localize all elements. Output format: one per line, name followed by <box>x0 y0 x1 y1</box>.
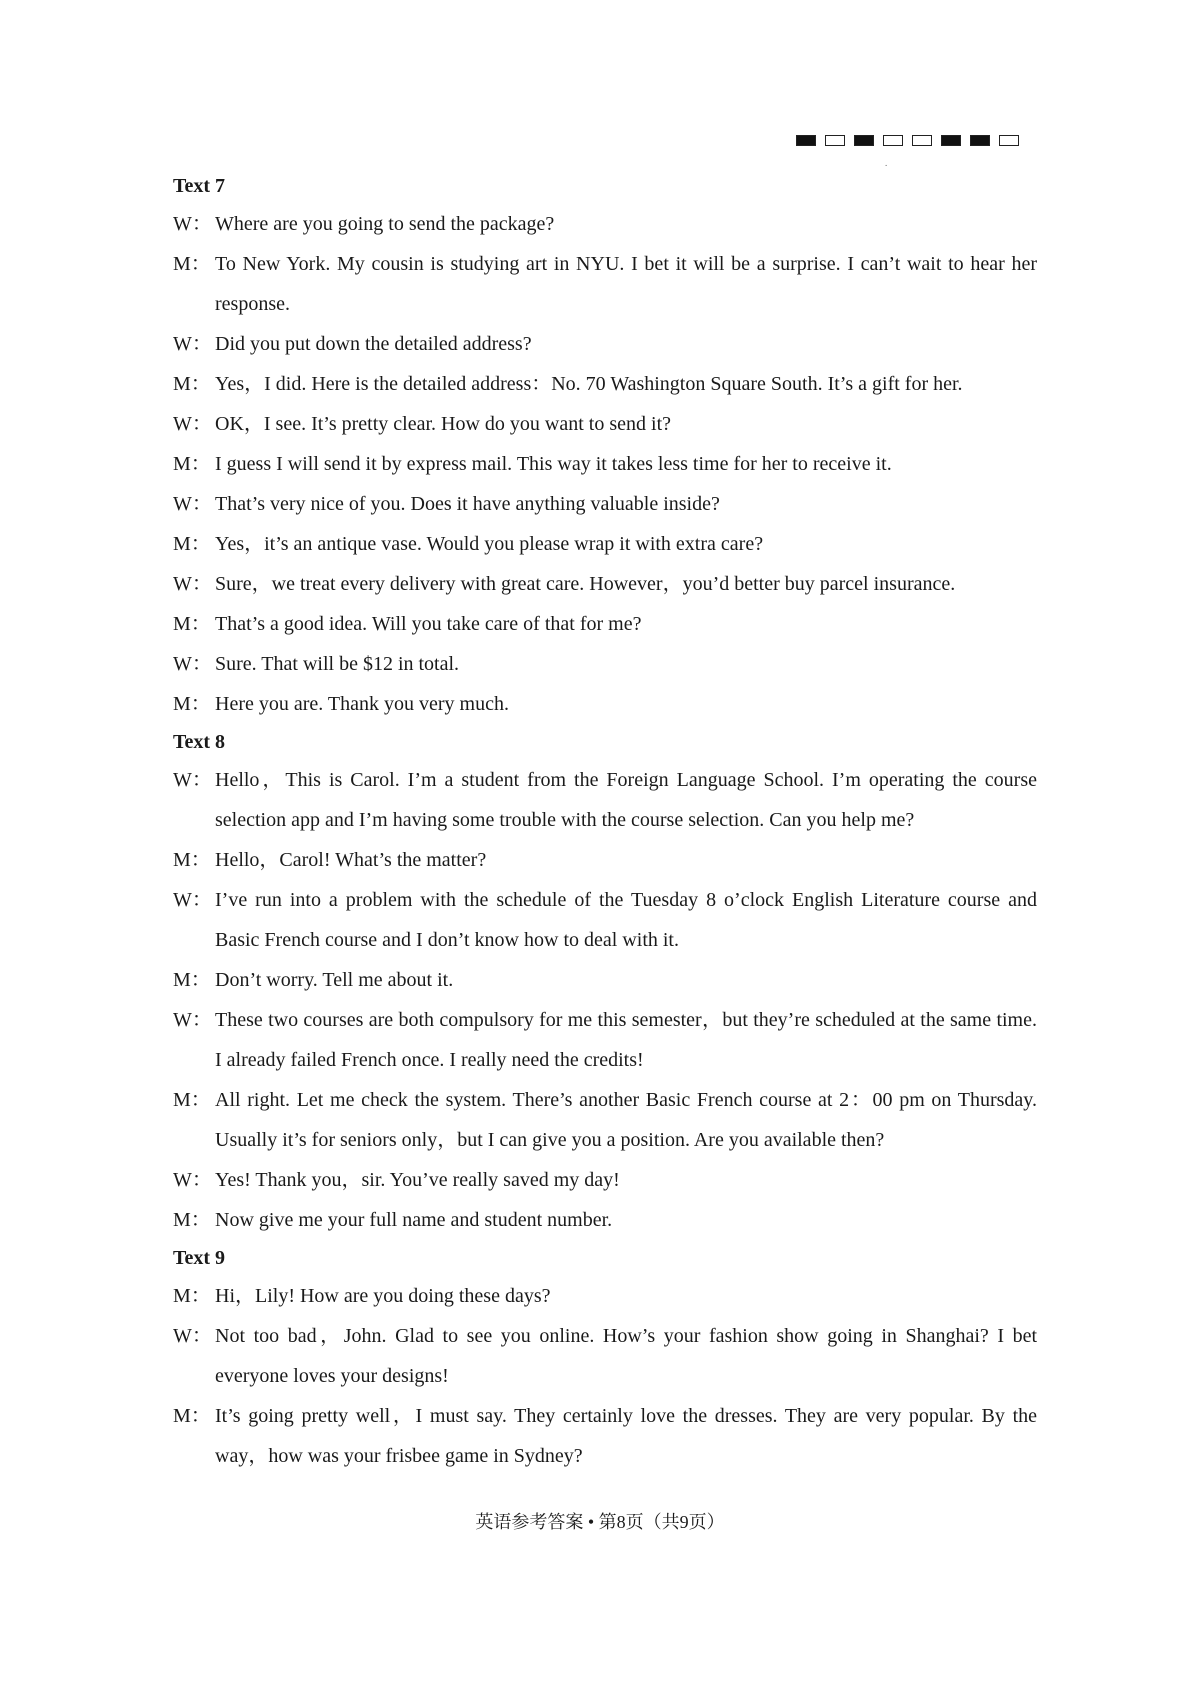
dialogue-line <box>173 880 1037 960</box>
speaker-label: W： <box>173 1009 212 1031</box>
speaker-label: M： <box>173 1209 211 1231</box>
filled-square-marker <box>854 135 874 146</box>
utterance-text: Yes，I did. Here is the detailed address：No. 70 Washington Square South. It’s a gift for her. <box>215 373 963 395</box>
dialogue-line <box>173 1200 1037 1240</box>
utterance-text: Not too bad，John. Glad to see you online. How’s your fashion show going in Shanghai? I bet everyone loves your designs! <box>215 1325 1037 1387</box>
utterance-text: Hi，Lily! How are you doing these days? <box>215 1285 551 1307</box>
dialogue-line <box>173 324 1037 364</box>
utterance-text: It’s going pretty well，I must say. They certainly love the dresses. They are very popular. By the way，how was your frisbee game in Sydney? <box>215 1405 1037 1467</box>
utterance-text: Hello，This is Carol. I’m a student from the Foreign Language School. I’m operating the course selection app and I’m having some trouble with the course selection. Can you help me? <box>215 769 1037 831</box>
utterance-text: Sure. That will be $12 in total. <box>215 653 460 675</box>
dialogue-line <box>173 204 1037 244</box>
utterance-text: All right. Let me check the system. There’s another Basic French course at 2：00 pm on Thursday. Usually it’s for seniors only，but I can give you a position. Are you available then? <box>215 1089 1037 1151</box>
dialogue-line <box>173 1276 1037 1316</box>
header-marker-bar <box>796 135 1019 148</box>
speaker-label: W： <box>173 1325 212 1347</box>
speaker-label: M： <box>173 693 211 715</box>
dialogue-line <box>173 524 1037 564</box>
dialogue-line <box>173 760 1037 840</box>
utterance-text: Hello，Carol! What’s the matter? <box>215 849 487 871</box>
utterance-text: I’ve run into a problem with the schedule of the Tuesday 8 o’clock English Literature course and Basic French course and I don’t know how to deal with it. <box>215 889 1037 951</box>
dialogue-line <box>173 684 1037 724</box>
utterance-text: Yes! Thank you，sir. You’ve really saved my day! <box>215 1169 620 1191</box>
speaker-label: W： <box>173 213 212 235</box>
utterance-text: Now give me your full name and student number. <box>215 1209 613 1231</box>
speaker-label: W： <box>173 769 212 791</box>
utterance-text: OK，I see. It’s pretty clear. How do you want to send it? <box>215 413 672 435</box>
utterance-text: Yes，it’s an antique vase. Would you please wrap it with extra care? <box>215 533 764 555</box>
speaker-label: M： <box>173 613 211 635</box>
filled-square-marker <box>941 135 961 146</box>
section-title: Text 9 <box>173 1247 226 1269</box>
dialogue-line <box>173 644 1037 684</box>
speaker-label: M： <box>173 1285 211 1307</box>
dialogue-line <box>173 1160 1037 1200</box>
speaker-label: W： <box>173 889 212 911</box>
speaker-label: M： <box>173 253 211 275</box>
speaker-label: M： <box>173 453 211 475</box>
empty-square-marker <box>825 135 845 146</box>
utterance-text: Where are you going to send the package? <box>215 213 555 235</box>
empty-square-marker <box>883 135 903 146</box>
speaker-label: W： <box>173 413 212 435</box>
filled-square-marker <box>970 135 990 146</box>
speaker-label: M： <box>173 533 211 555</box>
utterance-text: Did you put down the detailed address? <box>215 333 532 355</box>
speaker-label: W： <box>173 573 212 595</box>
speaker-label: M： <box>173 1089 211 1111</box>
utterance-text: Here you are. Thank you very much. <box>215 693 509 715</box>
utterance-text: Sure，we treat every delivery with great care. However，you’d better buy parcel insurance. <box>215 573 956 595</box>
document-body <box>173 168 1037 1476</box>
speaker-label: M： <box>173 849 211 871</box>
utterance-text: Don’t worry. Tell me about it. <box>215 969 454 991</box>
dialogue-line <box>173 244 1037 324</box>
speaker-label: M： <box>173 969 211 991</box>
dialogue-line <box>173 404 1037 444</box>
empty-square-marker <box>912 135 932 146</box>
utterance-text: I guess I will send it by express mail. This way it takes less time for her to receive it. <box>215 453 892 475</box>
speaker-label: M： <box>173 373 211 395</box>
dialogue-line <box>173 1000 1037 1080</box>
speaker-label: W： <box>173 1169 212 1191</box>
dialogue-line <box>173 364 1037 404</box>
filled-square-marker <box>796 135 816 146</box>
section-title: Text 8 <box>173 731 226 753</box>
speaker-label: W： <box>173 333 212 355</box>
utterance-text: These two courses are both compulsory for me this semester，but they’re scheduled at the same time. I already failed French once. I really need the credits! <box>215 1009 1037 1071</box>
empty-square-marker <box>999 135 1019 146</box>
dialogue-line <box>173 564 1037 604</box>
header-dot: . <box>885 158 888 168</box>
utterance-text: That’s very nice of you. Does it have anything valuable inside? <box>215 493 720 515</box>
dialogue-line <box>173 604 1037 644</box>
utterance-text: That’s a good idea. Will you take care of that for me? <box>215 613 642 635</box>
speaker-label: W： <box>173 653 212 675</box>
dialogue-line <box>173 960 1037 1000</box>
dialogue-line <box>173 1396 1037 1476</box>
dialogue-line <box>173 840 1037 880</box>
utterance-text: To New York. My cousin is studying art in NYU. I bet it will be a surprise. I can’t wait to hear her response. <box>215 253 1037 315</box>
speaker-label: W： <box>173 493 212 515</box>
dialogue-line <box>173 484 1037 524</box>
dialogue-line <box>173 444 1037 484</box>
dialogue-line <box>173 1316 1037 1396</box>
speaker-label: M： <box>173 1405 211 1427</box>
dialogue-line <box>173 1080 1037 1160</box>
page-footer: 英语参考答案 • 第8页（共9页） <box>475 1512 725 1532</box>
section-title: Text 7 <box>173 175 226 197</box>
